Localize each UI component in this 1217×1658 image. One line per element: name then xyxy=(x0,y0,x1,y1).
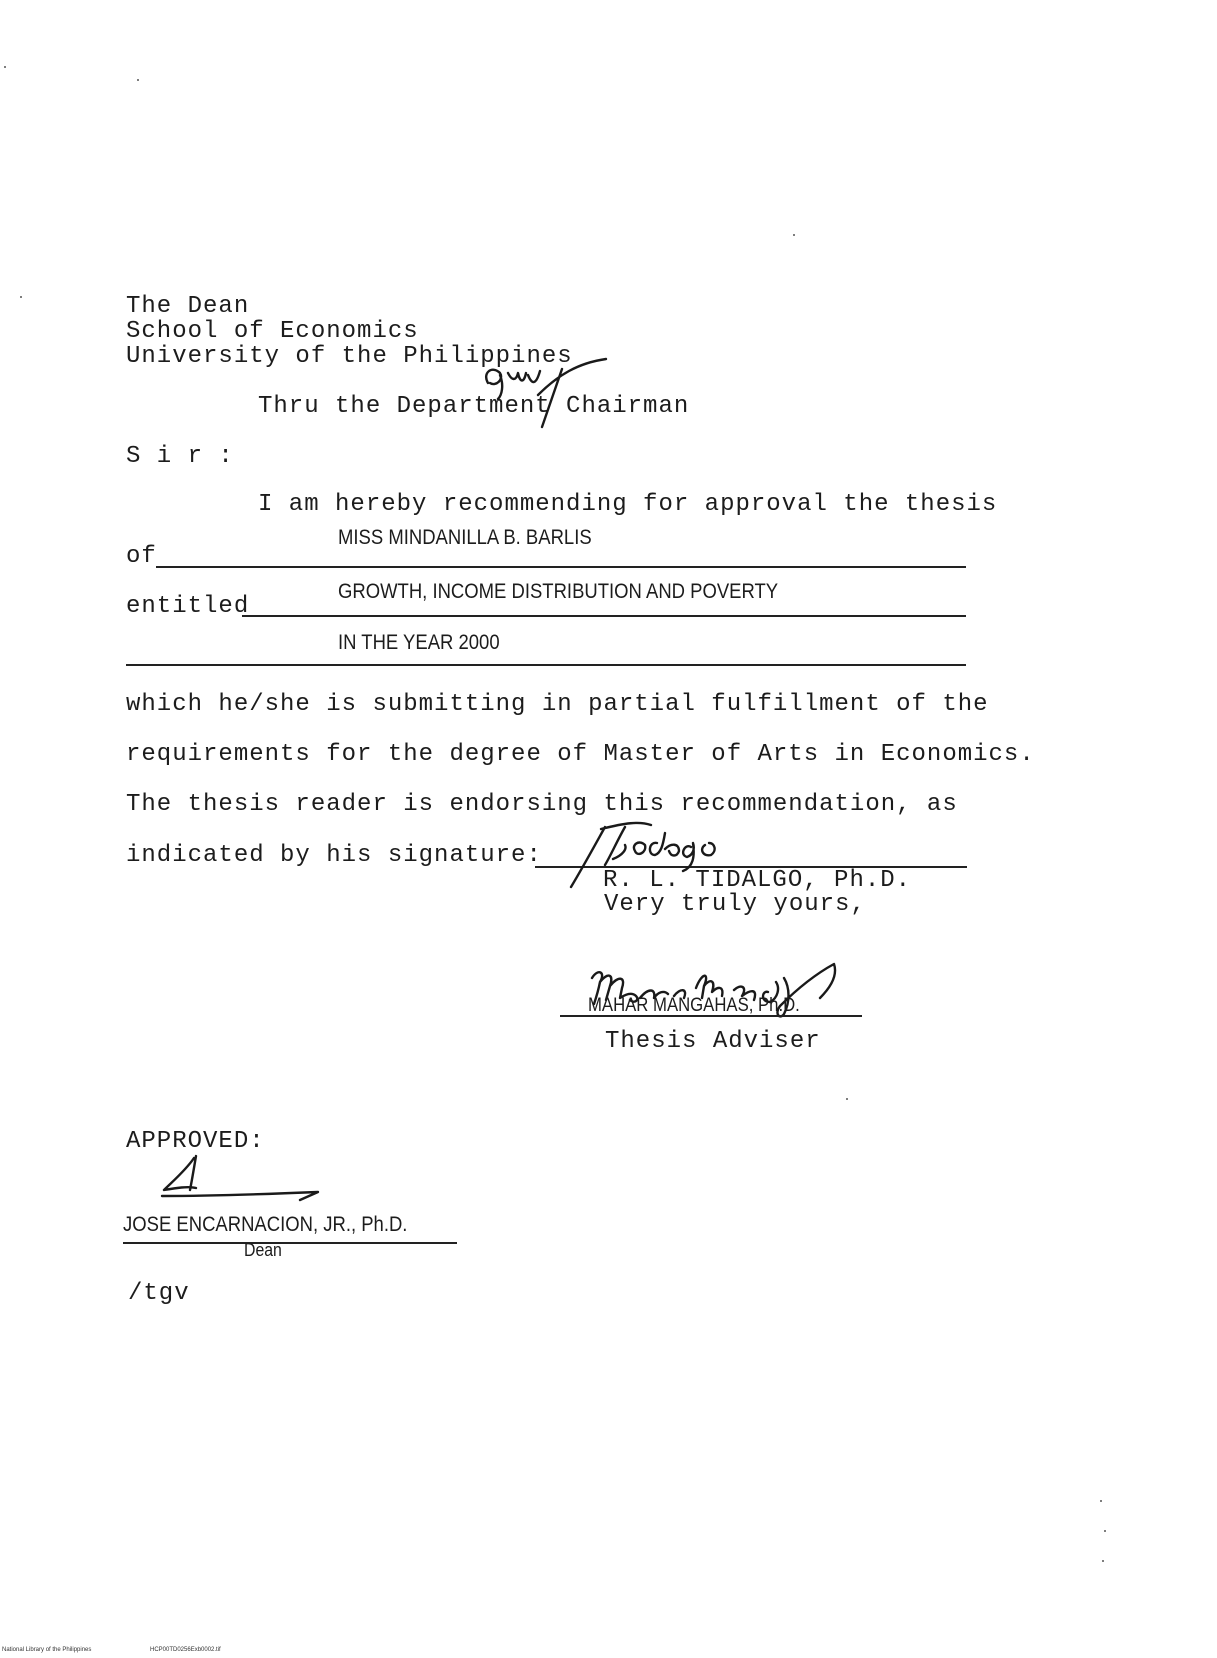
scan-speck xyxy=(1100,1500,1102,1502)
scan-speck xyxy=(1104,1530,1106,1532)
scan-speck xyxy=(137,79,139,81)
thesis-title-line-1: GROWTH, INCOME DISTRIBUTION AND POVERTY xyxy=(338,580,779,603)
of-label: of xyxy=(126,543,157,570)
adviser-title: Thesis Adviser xyxy=(605,1028,821,1055)
closing-line: Very truly yours, xyxy=(604,891,866,918)
footer-library: National Library of the Philippines xyxy=(2,1647,92,1653)
scan-speck xyxy=(20,296,22,298)
dean-name: JOSE ENCARNACION, JR., Ph.D. xyxy=(123,1213,408,1236)
dean-signature-rule xyxy=(123,1242,457,1244)
dean-signature xyxy=(150,1152,330,1212)
addressee-line-3: University of the Philippines xyxy=(126,343,573,370)
reader-name: R. L. TIDALGO, Ph.D. xyxy=(603,867,912,894)
scan-speck xyxy=(4,66,6,68)
addressee-line-2: School of Economics xyxy=(126,318,419,345)
student-name: MISS MINDANILLA B. BARLIS xyxy=(338,526,592,549)
paragraph-line-1: which he/she is submitting in partial fulfillment of the xyxy=(126,691,989,718)
paragraph-line-2: requirements for the degree of Master of Arts in Economics. xyxy=(126,741,1035,768)
thru-line: Thru the Department Chairman xyxy=(258,393,690,420)
chairman-initials-signature xyxy=(478,355,618,435)
paragraph-line-4: indicated by his signature: xyxy=(126,842,542,869)
addressee-line-1: The Dean xyxy=(126,293,250,320)
scan-speck xyxy=(846,1098,848,1100)
dean-title: Dean xyxy=(244,1240,282,1260)
approved-label: APPROVED: xyxy=(126,1128,265,1155)
reference-initials: /tgv xyxy=(128,1280,190,1307)
thesis-title-line-2: IN THE YEAR 2000 xyxy=(338,631,500,654)
footer-code: HCP00TD0256Exb0002.tif xyxy=(150,1647,221,1653)
student-name-rule xyxy=(156,566,966,568)
thesis-title-rule-1 xyxy=(242,615,966,617)
scan-speck xyxy=(1102,1560,1104,1562)
entitled-label: entitled xyxy=(126,593,250,620)
salutation: S i r : xyxy=(126,443,234,470)
intro-line: I am hereby recommending for approval the thesis xyxy=(258,491,998,518)
paragraph-line-3: The thesis reader is endorsing this recommendation, as xyxy=(126,791,958,818)
adviser-name: MAHAR MANGAHAS, Ph.D. xyxy=(588,995,800,1016)
scan-speck xyxy=(793,234,795,236)
thesis-title-rule-2 xyxy=(126,664,966,666)
